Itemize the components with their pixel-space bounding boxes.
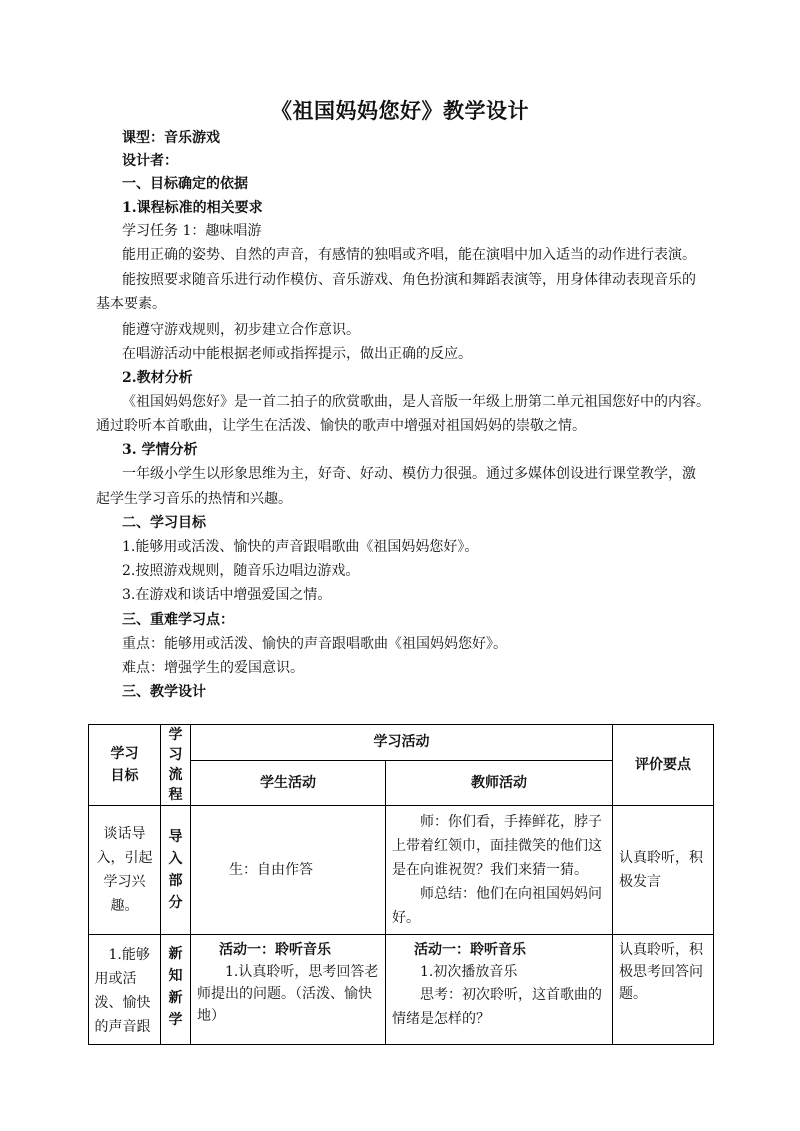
course-type: 课型：音乐游戏	[122, 130, 220, 146]
row1-eval: 认真聆听，积极发言	[613, 806, 714, 935]
paragraph: 一年级小学生以形象思维为主，好奇、好动、模仿力很强。通过多媒体创设进行课堂教学，激	[122, 466, 696, 482]
paragraph: 能遵守游戏规则，初步建立合作意识。	[122, 322, 360, 338]
section-heading-keypoints: 三、重难学习点：	[122, 612, 234, 628]
row1-flow: 导入部分	[161, 806, 191, 935]
row2-flow: 新知新学	[161, 935, 191, 1045]
row1-teacher: 师：你们看，手捧鲜花，脖子上带着红领巾，面挂微笑的他们这是在向谁祝贺？我们来猜一猜。 师总结：他们在向祖国妈妈问好。	[386, 806, 613, 935]
header-flow: 学习流程	[161, 725, 191, 806]
header-eval: 评价要点	[613, 725, 714, 806]
row2-teacher: 活动一：聆听音乐 1.初次播放音乐 思考：初次聆听，这首歌曲的情绪是怎样的？	[386, 935, 613, 1045]
subheading-materials: 2.教材分析	[122, 370, 193, 386]
header-student: 学生活动	[191, 760, 386, 805]
paragraph: 《祖国妈妈您好》是一首二拍子的欣赏歌曲，是人音版一年级上册第二单元祖国您好中的内容。	[122, 394, 710, 410]
paragraph: 能用正确的姿势、自然的声音，有感情的独唱或齐唱，能在演唱中加入适当的动作进行表演。	[122, 247, 696, 263]
row2-student: 活动一：聆听音乐 1.认真聆听，思考回答老师提出的问题。（活泼、愉快地）	[191, 935, 386, 1045]
section-heading-basis: 一、目标确定的依据	[122, 176, 248, 192]
goal-item: 1.能够用或活泼、愉快的声音跟唱歌曲《祖国妈妈您好》。	[122, 539, 479, 555]
section-heading-design: 三、教学设计	[122, 684, 206, 700]
row1-student: 生：自由作答	[191, 806, 386, 935]
row2-eval: 认真聆听，积极思考回答问题。	[613, 935, 714, 1045]
page-title: 《祖国妈妈您好》教学设计	[271, 98, 529, 123]
table-row	[89, 935, 714, 1045]
header-activity: 学习活动	[191, 725, 613, 761]
row2-goal: 1.能够用或活泼、愉快的声音跟	[89, 935, 161, 1045]
goal-item: 3.在游戏和谈话中增强爱国之情。	[122, 587, 332, 603]
paragraph: 通过聆听本首歌曲，让学生在活泼、愉快的歌声中增强对祖国妈妈的崇敬之情。	[96, 418, 586, 434]
paragraph: 起学生学习音乐的热情和兴趣。	[96, 491, 292, 507]
header-teacher: 教师活动	[386, 760, 613, 805]
row1-goal: 谈话导入，引起学习兴趣。	[89, 806, 161, 935]
task-line: 学习任务 1：趣味唱游	[122, 223, 262, 239]
table-row	[89, 806, 714, 935]
difficult-point: 难点：增强学生的爱国意识。	[122, 660, 304, 676]
designer: 设计者：	[122, 153, 178, 169]
subheading-standards: 1.课程标准的相关要求	[122, 200, 263, 216]
subheading-learners: 3. 学情分析	[122, 442, 198, 458]
section-heading-goals: 二、学习目标	[122, 515, 206, 531]
paragraph: 在唱游活动中能根据老师或指挥提示，做出正确的反应。	[122, 346, 472, 362]
paragraph: 能按照要求随音乐进行动作模仿、音乐游戏、角色扮演和舞蹈表演等，用身体律动表现音乐的	[122, 272, 696, 288]
goal-item: 2.按照游戏规则，随音乐边唱边游戏。	[122, 563, 360, 579]
key-point: 重点：能够用或活泼、愉快的声音跟唱歌曲《祖国妈妈您好》。	[122, 636, 507, 652]
paragraph: 基本要素。	[96, 296, 166, 312]
lesson-design-table	[88, 724, 714, 1045]
header-goal: 学习目标	[89, 725, 161, 806]
